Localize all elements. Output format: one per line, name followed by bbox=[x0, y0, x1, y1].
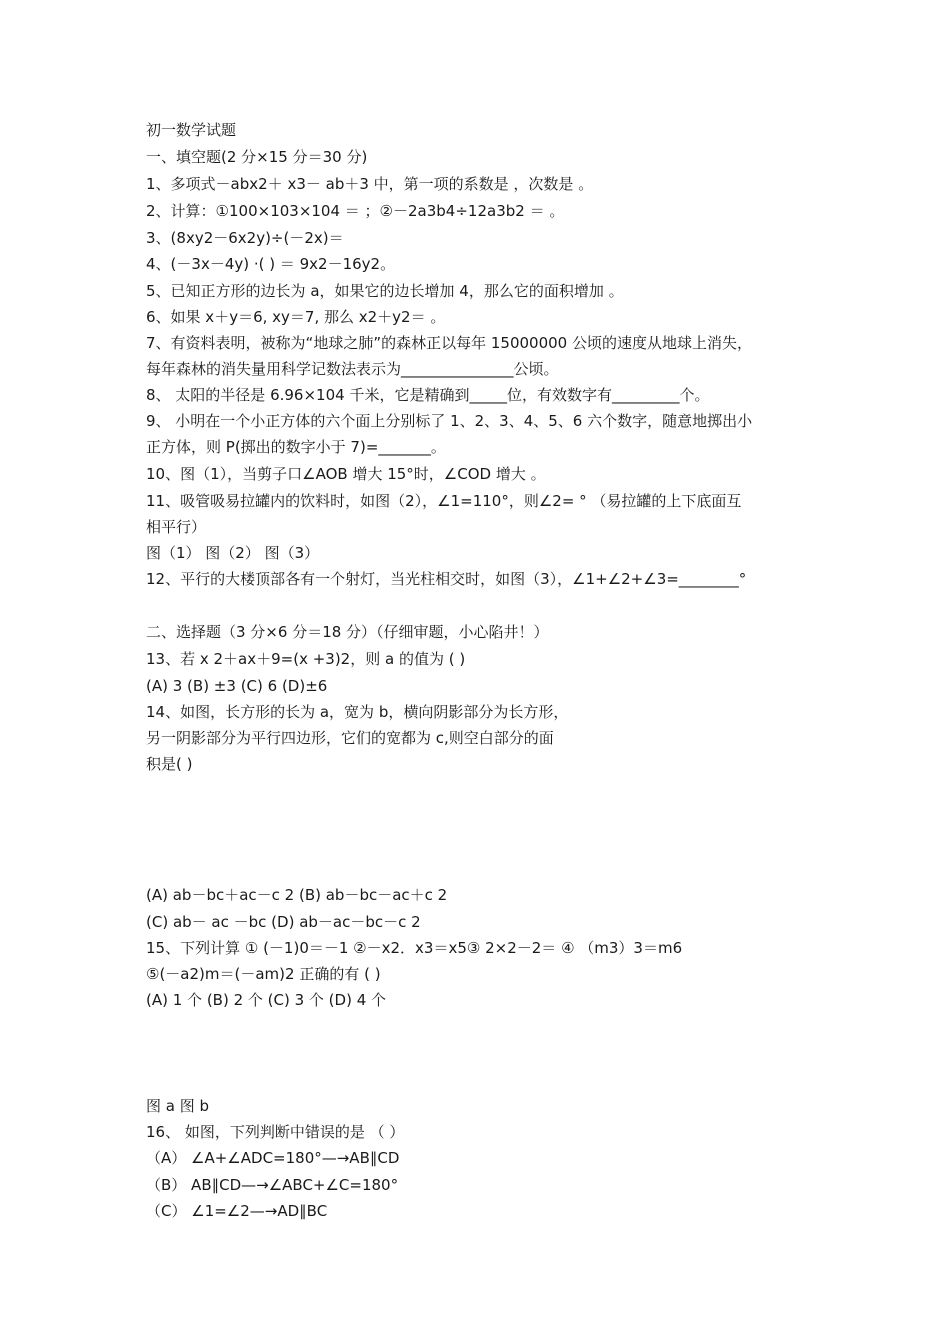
question-16-option-a: （A） ∠A+∠ADC=180°—→AB∥CD bbox=[146, 1149, 400, 1167]
question-14-options-a-b: (A) ab－bc＋ac－c 2 (B) ab－bc－ac＋c 2 bbox=[146, 886, 448, 904]
question-14-options-c-d: (C) ab－ ac －bc (D) ab－ac－bc－c 2 bbox=[146, 913, 421, 931]
question-7-line-2: 每年森林的消失量用科学记数法表示为_______________公顷。 bbox=[146, 360, 559, 378]
question-13-options: (A) 3 (B) ±3 (C) 6 (D)±6 bbox=[146, 677, 328, 695]
question-1: 1、多项式－abx2＋ x3－ ab＋3 中，第一项的系数是 ，次数是 。 bbox=[146, 175, 594, 193]
question-13: 13、若 x 2＋ax＋9=(x +3)2，则 a 的值为 ( ) bbox=[146, 650, 466, 668]
question-16-option-b: （B） AB∥CD—→∠ABC+∠C=180° bbox=[146, 1176, 399, 1194]
question-9-line-2: 正方体，则 P(掷出的数字小于 7)=_______。 bbox=[146, 438, 446, 456]
question-15-line-1: 15、下列计算 ① (－1)0＝－1 ②－x2．x3＝x5③ 2×2－2＝ ④ （m3）3＝m6 bbox=[146, 939, 683, 957]
question-11-line-2: 相平行） bbox=[146, 518, 207, 536]
question-3: 3、(8xy2－6x2y)÷(－2x)＝ bbox=[146, 229, 344, 247]
figure-captions-1-2-3: 图（1） 图（2） 图（3） bbox=[146, 544, 320, 562]
question-8: 8、 太阳的半径是 6.96×104 千米，它是精确到_____位，有效数字有_________个。 bbox=[146, 386, 710, 404]
figure-captions-a-b: 图 a 图 b bbox=[146, 1097, 210, 1115]
question-10: 10、图（1），当剪子口∠AOB 增大 15°时，∠COD 增大 。 bbox=[146, 465, 546, 483]
question-9-line-1: 9、 小明在一个小正方体的六个面上分别标了 1、2、3、4、5、6 六个数字，随意地掷出小 bbox=[146, 412, 753, 430]
document-title: 初一数学试题 bbox=[146, 121, 237, 139]
question-16-option-c: （C） ∠1=∠2—→AD∥BC bbox=[146, 1202, 328, 1220]
section-one-heading: 一、填空题(2 分×15 分＝30 分) bbox=[146, 148, 368, 166]
section-two-heading: 二、选择题（3 分×6 分＝18 分）（仔细审题，小心陷井！） bbox=[146, 623, 549, 641]
question-15-line-2: ⑤(－a2)m＝(－am)2 正确的有 ( ) bbox=[146, 965, 381, 983]
question-4: 4、(－3x－4y) ·( ) ＝ 9x2－16y2。 bbox=[146, 255, 396, 273]
question-14-line-2: 另一阴影部分为平行四边形，它们的宽都为 c,则空白部分的面 bbox=[146, 729, 554, 747]
question-16: 16、 如图，下列判断中错误的是 （ ） bbox=[146, 1123, 405, 1141]
question-6: 6、如果 x＋y＝6, xy＝7, 那么 x2＋y2＝ 。 bbox=[146, 308, 446, 326]
question-12: 12、平行的大楼顶部各有一个射灯，当光柱相交时，如图（3），∠1+∠2+∠3=________° bbox=[146, 570, 747, 588]
question-15-options: (A) 1 个 (B) 2 个 (C) 3 个 (D) 4 个 bbox=[146, 991, 387, 1009]
question-5: 5、已知正方形的边长为 a，如果它的边长增加 4，那么它的面积增加 。 bbox=[146, 282, 624, 300]
question-2: 2、计算：①100×103×104 ＝ ；②－2a3b4÷12a3b2 ＝ 。 bbox=[146, 202, 565, 220]
question-14-line-1: 14、如图，长方形的长为 a，宽为 b，横向阴影部分为长方形， bbox=[146, 703, 569, 721]
question-14-line-3: 积是( ) bbox=[146, 755, 193, 773]
question-7-line-1: 7、有资料表明，被称为“地球之肺”的森林正以每年 15000000 公顷的速度从地球上消失， bbox=[146, 334, 752, 352]
question-11-line-1: 11、吸管吸易拉罐内的饮料时，如图（2），∠1=110°，则∠2= ° （易拉罐的上下底面互 bbox=[146, 492, 742, 510]
